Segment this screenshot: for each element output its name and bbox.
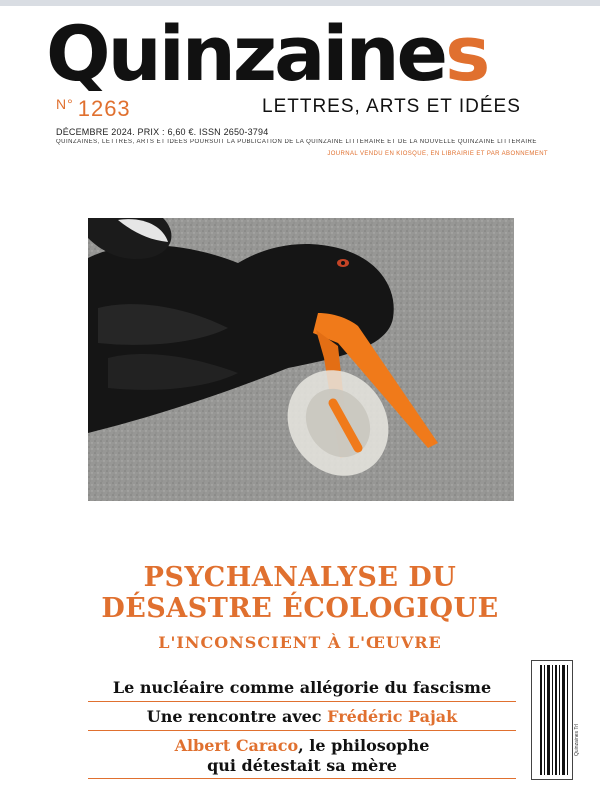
publication-note: QUINZAINES, LETTRES, ARTS ET IDÉES POURSUIT LA PUBLICATION DE LA QUINZAINE LITTÉRAIRE ET DE LA NOUVELLE QUINZAINE LITTÉRAIRE (56, 139, 537, 145)
barcode (531, 660, 573, 780)
article-item-nuclear: Le nucléaire comme allégorie du fascisme (112, 678, 492, 697)
article-item-pajak: Une rencontre avec Frédéric Pajak (146, 707, 458, 726)
article-item-caraco: Albert Caraco, le philosophe qui détestait sa mère (174, 736, 430, 775)
distribution-note: JOURNAL VENDU EN KIOSQUE, EN LIBRAIRIE ET PAR ABONNEMENT (327, 151, 548, 157)
headline-line-1: PSYCHANALYSE DU (143, 562, 457, 593)
magazine-title: Quinzaines (46, 9, 488, 98)
bird-illustration (88, 218, 514, 501)
issue-info: DÉCEMBRE 2024. PRIX : 6,60 €. ISSN 2650-3794 (56, 127, 269, 137)
top-bar (0, 0, 600, 6)
cover-subhead: L'INCONSCIENT À L'ŒUVRE (158, 633, 442, 652)
issue-number: $^{N^\circ}$ 1263 (56, 96, 131, 121)
headline-line-2: DÉSASTRE ÉCOLOGIQUE (101, 593, 499, 624)
divider (88, 730, 516, 731)
tagline: LETTRES, ARTS ET IDÉES (262, 96, 521, 117)
cover-headline (60, 562, 540, 624)
divider (88, 701, 516, 702)
side-text: Quinzaines Trl (574, 724, 580, 756)
cover-photo (88, 218, 514, 501)
divider (88, 778, 516, 779)
masthead (46, 9, 566, 98)
